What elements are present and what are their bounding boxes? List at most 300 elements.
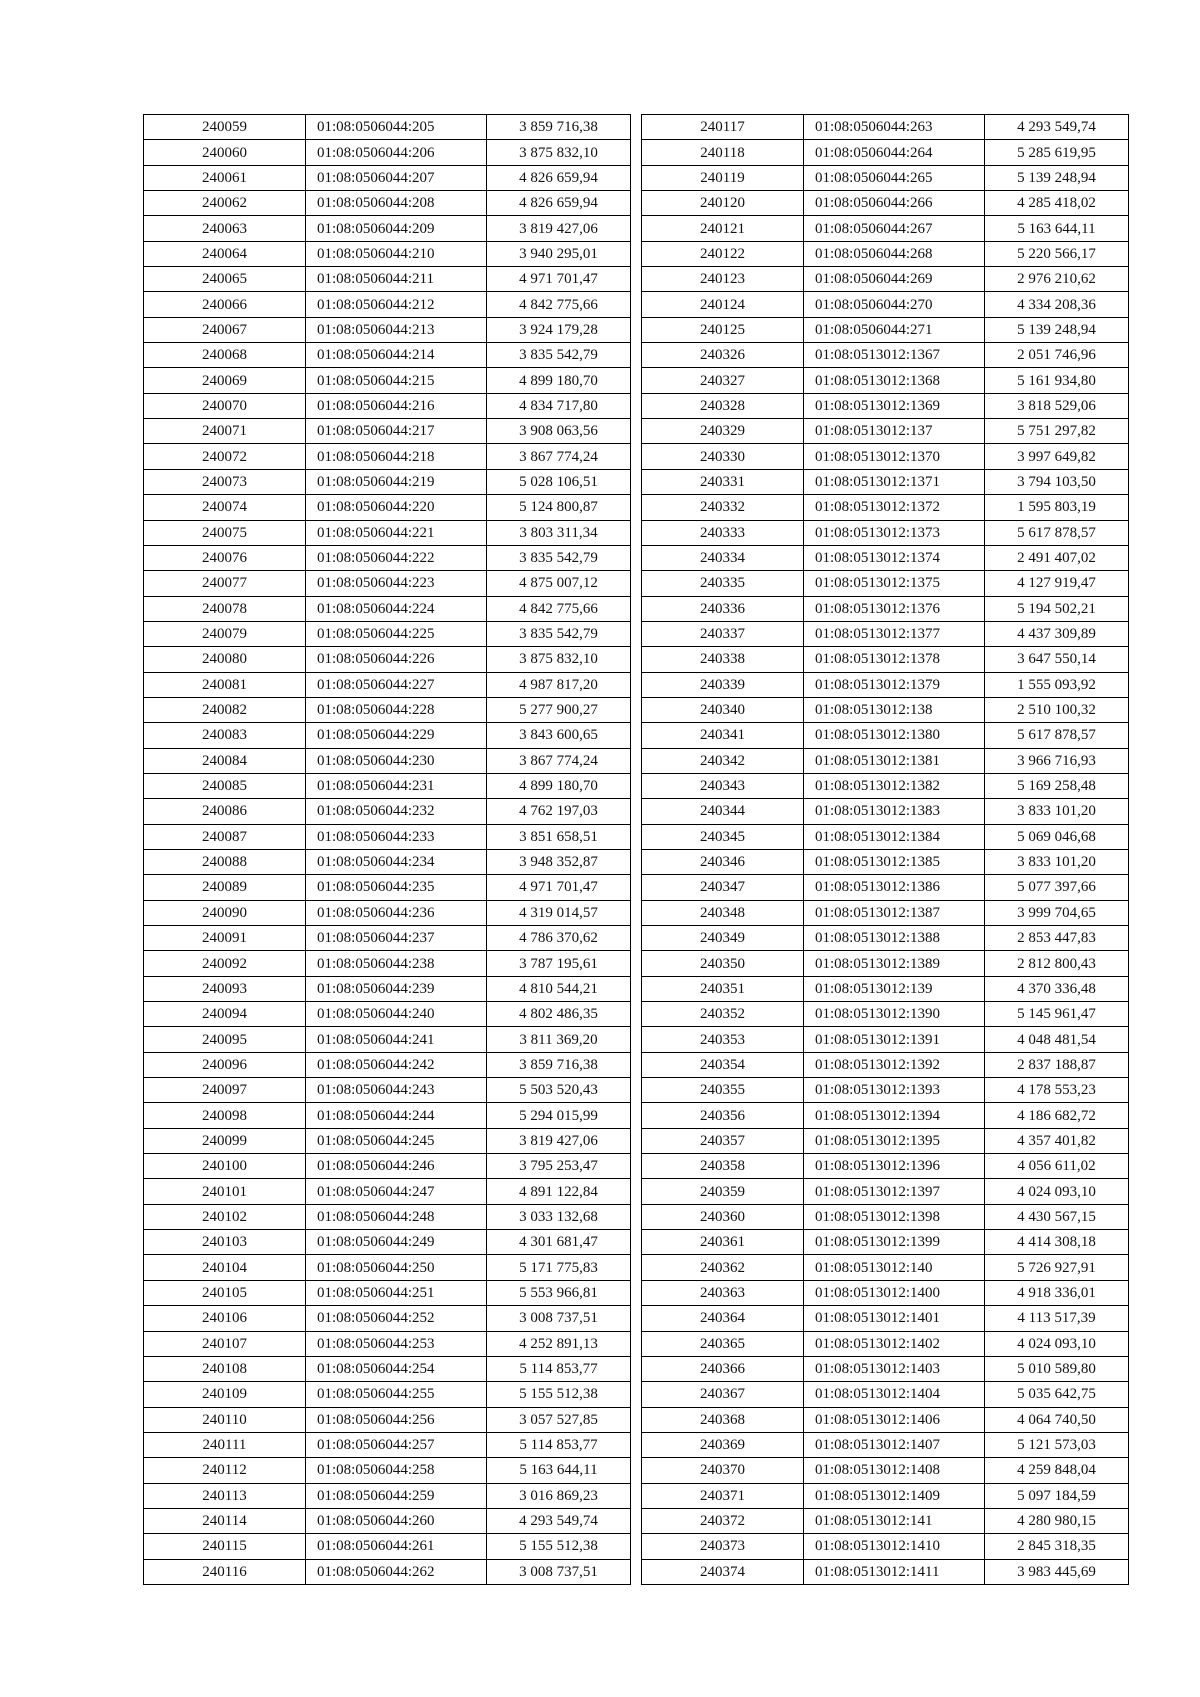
amount-cell: 2 812 800,43 [985, 951, 1129, 976]
table-row [144, 241, 631, 266]
row-number-cell: 240335 [642, 571, 804, 596]
cadastral-number-cell: 01:08:0506044:261 [306, 1534, 487, 1559]
amount-cell: 5 163 644,11 [985, 216, 1129, 241]
amount-cell: 3 924 179,28 [487, 317, 631, 342]
table-row [642, 1458, 1129, 1483]
table-row [144, 1458, 631, 1483]
row-number-cell: 240110 [144, 1407, 306, 1432]
row-number-cell: 240339 [642, 672, 804, 697]
table-row [144, 1508, 631, 1533]
table-row [642, 1230, 1129, 1255]
cadastral-number-cell: 01:08:0506044:206 [306, 140, 487, 165]
cadastral-number-cell: 01:08:0506044:215 [306, 368, 487, 393]
amount-cell: 4 186 682,72 [985, 1103, 1129, 1128]
table-row [642, 191, 1129, 216]
cadastral-number-cell: 01:08:0506044:214 [306, 343, 487, 368]
amount-cell: 5 069 046,68 [985, 824, 1129, 849]
amount-cell: 3 997 649,82 [985, 444, 1129, 469]
table-row [144, 647, 631, 672]
table-row [642, 216, 1129, 241]
row-number-cell: 240086 [144, 799, 306, 824]
row-number-cell: 240353 [642, 1027, 804, 1052]
amount-cell: 5 145 961,47 [985, 1002, 1129, 1027]
cadastral-number-cell: 01:08:0513012:1388 [804, 926, 985, 951]
row-number-cell: 240326 [642, 343, 804, 368]
cadastral-number-cell: 01:08:0506044:251 [306, 1280, 487, 1305]
table-row [642, 1255, 1129, 1280]
amount-cell: 4 293 549,74 [487, 1508, 631, 1533]
cadastral-number-cell: 01:08:0506044:250 [306, 1255, 487, 1280]
table-row [144, 191, 631, 216]
table-row [642, 368, 1129, 393]
row-number-cell: 240345 [642, 824, 804, 849]
amount-cell: 5 220 566,17 [985, 241, 1129, 266]
amount-cell: 5 751 297,82 [985, 419, 1129, 444]
cadastral-number-cell: 01:08:0506044:265 [804, 165, 985, 190]
table-row [642, 165, 1129, 190]
table-row [642, 773, 1129, 798]
cadastral-number-cell: 01:08:0513012:1391 [804, 1027, 985, 1052]
row-number-cell: 240114 [144, 1508, 306, 1533]
table-row [144, 824, 631, 849]
cadastral-number-cell: 01:08:0513012:1396 [804, 1154, 985, 1179]
cadastral-number-cell: 01:08:0506044:210 [306, 241, 487, 266]
table-row [144, 849, 631, 874]
amount-cell: 3 835 542,79 [487, 621, 631, 646]
row-number-cell: 240098 [144, 1103, 306, 1128]
amount-cell: 4 259 848,04 [985, 1458, 1129, 1483]
row-number-cell: 240108 [144, 1356, 306, 1381]
cadastral-number-cell: 01:08:0513012:1382 [804, 773, 985, 798]
amount-cell: 5 285 619,95 [985, 140, 1129, 165]
table-row [642, 875, 1129, 900]
amount-cell: 4 987 817,20 [487, 672, 631, 697]
table-row [642, 469, 1129, 494]
amount-cell: 4 127 919,47 [985, 571, 1129, 596]
row-number-cell: 240091 [144, 926, 306, 951]
cadastral-number-cell: 01:08:0513012:1402 [804, 1331, 985, 1356]
table-row [144, 1534, 631, 1559]
cadastral-number-cell: 01:08:0506044:246 [306, 1154, 487, 1179]
table-row [642, 900, 1129, 925]
cadastral-number-cell: 01:08:0506044:223 [306, 571, 487, 596]
table-row [144, 1559, 631, 1584]
table-row [642, 1280, 1129, 1305]
amount-cell: 3 948 352,87 [487, 849, 631, 874]
amount-cell: 3 033 132,68 [487, 1204, 631, 1229]
cadastral-number-cell: 01:08:0513012:1375 [804, 571, 985, 596]
amount-cell: 4 024 093,10 [985, 1331, 1129, 1356]
row-number-cell: 240332 [642, 495, 804, 520]
table-row [642, 571, 1129, 596]
row-number-cell: 240100 [144, 1154, 306, 1179]
amount-cell: 5 294 015,99 [487, 1103, 631, 1128]
table-row [144, 495, 631, 520]
row-number-cell: 240070 [144, 393, 306, 418]
cadastral-number-cell: 01:08:0506044:260 [306, 1508, 487, 1533]
row-number-cell: 240073 [144, 469, 306, 494]
table-row [144, 1331, 631, 1356]
table-row [642, 1483, 1129, 1508]
amount-cell: 5 617 878,57 [985, 723, 1129, 748]
table-row [642, 976, 1129, 1001]
amount-cell: 3 940 295,01 [487, 241, 631, 266]
cadastral-number-cell: 01:08:0513012:1368 [804, 368, 985, 393]
cadastral-number-cell: 01:08:0506044:263 [804, 115, 985, 140]
amount-cell: 5 503 520,43 [487, 1078, 631, 1103]
amount-cell: 3 908 063,56 [487, 419, 631, 444]
cadastral-number-cell: 01:08:0513012:1401 [804, 1306, 985, 1331]
amount-cell: 4 826 659,94 [487, 165, 631, 190]
cadastral-number-cell: 01:08:0506044:236 [306, 900, 487, 925]
amount-cell: 3 999 704,65 [985, 900, 1129, 925]
row-number-cell: 240069 [144, 368, 306, 393]
amount-cell: 5 194 502,21 [985, 596, 1129, 621]
row-number-cell: 240122 [642, 241, 804, 266]
amount-cell: 3 859 716,38 [487, 1052, 631, 1077]
row-number-cell: 240341 [642, 723, 804, 748]
row-number-cell: 240113 [144, 1483, 306, 1508]
row-number-cell: 240117 [642, 115, 804, 140]
cadastral-number-cell: 01:08:0506044:270 [804, 292, 985, 317]
row-number-cell: 240071 [144, 419, 306, 444]
cadastral-number-cell: 01:08:0506044:259 [306, 1483, 487, 1508]
table-row [642, 723, 1129, 748]
amount-cell: 4 056 611,02 [985, 1154, 1129, 1179]
table-row [642, 1078, 1129, 1103]
cadastral-number-cell: 01:08:0506044:216 [306, 393, 487, 418]
cadastral-number-cell: 01:08:0513012:1378 [804, 647, 985, 672]
amount-cell: 4 280 980,15 [985, 1508, 1129, 1533]
table-row [642, 1407, 1129, 1432]
row-number-cell: 240327 [642, 368, 804, 393]
amount-cell: 4 285 418,02 [985, 191, 1129, 216]
cadastral-number-cell: 01:08:0506044:227 [306, 672, 487, 697]
row-number-cell: 240096 [144, 1052, 306, 1077]
cadastral-number-cell: 01:08:0513012:1393 [804, 1078, 985, 1103]
row-number-cell: 240083 [144, 723, 306, 748]
cadastral-number-cell: 01:08:0506044:229 [306, 723, 487, 748]
table-row [144, 469, 631, 494]
row-number-cell: 240077 [144, 571, 306, 596]
cadastral-number-cell: 01:08:0513012:1406 [804, 1407, 985, 1432]
row-number-cell: 240334 [642, 545, 804, 570]
table-row [642, 545, 1129, 570]
amount-cell: 2 853 447,83 [985, 926, 1129, 951]
cadastral-number-cell: 01:08:0506044:224 [306, 596, 487, 621]
table-row [144, 875, 631, 900]
amount-cell: 4 971 701,47 [487, 875, 631, 900]
table-row [144, 140, 631, 165]
row-number-cell: 240343 [642, 773, 804, 798]
amount-cell: 3 859 716,38 [487, 115, 631, 140]
row-number-cell: 240362 [642, 1255, 804, 1280]
table-row [642, 343, 1129, 368]
cadastral-number-cell: 01:08:0506044:231 [306, 773, 487, 798]
row-number-cell: 240105 [144, 1280, 306, 1305]
amount-cell: 4 437 309,89 [985, 621, 1129, 646]
amount-cell: 3 008 737,51 [487, 1306, 631, 1331]
table-row [144, 951, 631, 976]
amount-cell: 4 334 208,36 [985, 292, 1129, 317]
table-row [144, 1407, 631, 1432]
row-number-cell: 240342 [642, 748, 804, 773]
cadastral-number-cell: 01:08:0506044:239 [306, 976, 487, 1001]
amount-cell: 4 301 681,47 [487, 1230, 631, 1255]
cadastral-number-cell: 01:08:0506044:238 [306, 951, 487, 976]
table-row [642, 140, 1129, 165]
amount-cell: 3 875 832,10 [487, 647, 631, 672]
row-number-cell: 240075 [144, 520, 306, 545]
table-row [642, 748, 1129, 773]
table-row [642, 1128, 1129, 1153]
row-number-cell: 240084 [144, 748, 306, 773]
cadastral-number-cell: 01:08:0506044:258 [306, 1458, 487, 1483]
row-number-cell: 240333 [642, 520, 804, 545]
row-number-cell: 240088 [144, 849, 306, 874]
cadastral-number-cell: 01:08:0506044:243 [306, 1078, 487, 1103]
row-number-cell: 240366 [642, 1356, 804, 1381]
amount-cell: 5 035 642,75 [985, 1382, 1129, 1407]
row-number-cell: 240099 [144, 1128, 306, 1153]
amount-cell: 2 510 100,32 [985, 697, 1129, 722]
table-row [144, 520, 631, 545]
amount-cell: 3 867 774,24 [487, 748, 631, 773]
table-row [642, 1356, 1129, 1381]
cadastral-number-cell: 01:08:0513012:1383 [804, 799, 985, 824]
table-row [642, 1306, 1129, 1331]
table-row [144, 672, 631, 697]
row-number-cell: 240337 [642, 621, 804, 646]
amount-cell: 3 835 542,79 [487, 545, 631, 570]
table-row [642, 241, 1129, 266]
table-row [642, 520, 1129, 545]
cadastral-number-cell: 01:08:0513012:1369 [804, 393, 985, 418]
cadastral-number-cell: 01:08:0506044:256 [306, 1407, 487, 1432]
table-row [144, 1280, 631, 1305]
table-row [144, 571, 631, 596]
amount-cell: 4 842 775,66 [487, 596, 631, 621]
row-number-cell: 240076 [144, 545, 306, 570]
amount-cell: 3 983 445,69 [985, 1559, 1129, 1584]
row-number-cell: 240081 [144, 672, 306, 697]
table-row [642, 393, 1129, 418]
table-row [144, 621, 631, 646]
cadastral-number-cell: 01:08:0513012:1384 [804, 824, 985, 849]
cadastral-number-cell: 01:08:0506044:262 [306, 1559, 487, 1584]
cadastral-number-cell: 01:08:0506044:271 [804, 317, 985, 342]
cadastral-number-cell: 01:08:0506044:226 [306, 647, 487, 672]
cadastral-number-cell: 01:08:0513012:1411 [804, 1559, 985, 1584]
amount-cell: 3 647 550,14 [985, 647, 1129, 672]
row-number-cell: 240359 [642, 1179, 804, 1204]
row-number-cell: 240358 [642, 1154, 804, 1179]
cadastral-number-cell: 01:08:0506044:264 [804, 140, 985, 165]
row-number-cell: 240355 [642, 1078, 804, 1103]
cadastral-number-cell: 01:08:0506044:252 [306, 1306, 487, 1331]
row-number-cell: 240361 [642, 1230, 804, 1255]
amount-cell: 4 762 197,03 [487, 799, 631, 824]
row-number-cell: 240369 [642, 1432, 804, 1457]
amount-cell: 5 139 248,94 [985, 317, 1129, 342]
table-row [642, 799, 1129, 824]
table-row [642, 697, 1129, 722]
row-number-cell: 240125 [642, 317, 804, 342]
row-number-cell: 240059 [144, 115, 306, 140]
amount-cell: 4 293 549,74 [985, 115, 1129, 140]
cadastral-number-cell: 01:08:0506044:255 [306, 1382, 487, 1407]
table-row [144, 1002, 631, 1027]
cadastral-number-cell: 01:08:0506044:218 [306, 444, 487, 469]
cadastral-number-cell: 01:08:0513012:1392 [804, 1052, 985, 1077]
table-row [144, 368, 631, 393]
table-row [144, 1382, 631, 1407]
amount-cell: 3 833 101,20 [985, 849, 1129, 874]
table-row [144, 317, 631, 342]
amount-cell: 5 114 853,77 [487, 1356, 631, 1381]
table-row [642, 1027, 1129, 1052]
amount-cell: 4 899 180,70 [487, 773, 631, 798]
table-row [642, 849, 1129, 874]
table-row [642, 1179, 1129, 1204]
amount-cell: 5 028 106,51 [487, 469, 631, 494]
table-row [144, 115, 631, 140]
row-number-cell: 240106 [144, 1306, 306, 1331]
cadastral-number-cell: 01:08:0506044:268 [804, 241, 985, 266]
row-number-cell: 240090 [144, 900, 306, 925]
row-number-cell: 240352 [642, 1002, 804, 1027]
amount-cell: 5 726 927,91 [985, 1255, 1129, 1280]
row-number-cell: 240363 [642, 1280, 804, 1305]
table-row [642, 1331, 1129, 1356]
amount-cell: 5 155 512,38 [487, 1382, 631, 1407]
cadastral-number-cell: 01:08:0513012:1370 [804, 444, 985, 469]
cadastral-number-cell: 01:08:0513012:141 [804, 1508, 985, 1533]
row-number-cell: 240116 [144, 1559, 306, 1584]
row-number-cell: 240111 [144, 1432, 306, 1457]
row-number-cell: 240102 [144, 1204, 306, 1229]
amount-cell: 3 851 658,51 [487, 824, 631, 849]
table-row [642, 824, 1129, 849]
cadastral-number-cell: 01:08:0506044:249 [306, 1230, 487, 1255]
table-row [144, 697, 631, 722]
amount-cell: 2 491 407,02 [985, 545, 1129, 570]
cadastral-number-cell: 01:08:0513012:140 [804, 1255, 985, 1280]
amount-cell: 2 051 746,96 [985, 343, 1129, 368]
row-number-cell: 240085 [144, 773, 306, 798]
row-number-cell: 240365 [642, 1331, 804, 1356]
cadastral-number-cell: 01:08:0506044:220 [306, 495, 487, 520]
table-row [144, 1052, 631, 1077]
row-number-cell: 240371 [642, 1483, 804, 1508]
cadastral-number-cell: 01:08:0506044:217 [306, 419, 487, 444]
row-number-cell: 240331 [642, 469, 804, 494]
row-number-cell: 240354 [642, 1052, 804, 1077]
cadastral-number-cell: 01:08:0513012:139 [804, 976, 985, 1001]
amount-cell: 3 875 832,10 [487, 140, 631, 165]
amount-cell: 3 057 527,85 [487, 1407, 631, 1432]
row-number-cell: 240082 [144, 697, 306, 722]
table-row [642, 1382, 1129, 1407]
cadastral-number-cell: 01:08:0506044:228 [306, 697, 487, 722]
row-number-cell: 240329 [642, 419, 804, 444]
table-row [144, 1078, 631, 1103]
cadastral-number-cell: 01:08:0513012:1408 [804, 1458, 985, 1483]
row-number-cell: 240093 [144, 976, 306, 1001]
right-table-body [642, 115, 1129, 1585]
amount-cell: 4 842 775,66 [487, 292, 631, 317]
row-number-cell: 240107 [144, 1331, 306, 1356]
table-row [144, 926, 631, 951]
row-number-cell: 240067 [144, 317, 306, 342]
cadastral-number-cell: 01:08:0513012:1380 [804, 723, 985, 748]
amount-cell: 4 430 567,15 [985, 1204, 1129, 1229]
amount-cell: 3 966 716,93 [985, 748, 1129, 773]
row-number-cell: 240356 [642, 1103, 804, 1128]
amount-cell: 5 010 589,80 [985, 1356, 1129, 1381]
row-number-cell: 240350 [642, 951, 804, 976]
cadastral-number-cell: 01:08:0506044:237 [306, 926, 487, 951]
cadastral-number-cell: 01:08:0513012:1404 [804, 1382, 985, 1407]
row-number-cell: 240095 [144, 1027, 306, 1052]
cadastral-number-cell: 01:08:0506044:234 [306, 849, 487, 874]
table-row [144, 1154, 631, 1179]
table-row [144, 799, 631, 824]
amount-cell: 4 891 122,84 [487, 1179, 631, 1204]
row-number-cell: 240368 [642, 1407, 804, 1432]
row-number-cell: 240074 [144, 495, 306, 520]
cadastral-number-cell: 01:08:0506044:207 [306, 165, 487, 190]
row-number-cell: 240064 [144, 241, 306, 266]
cadastral-number-cell: 01:08:0506044:230 [306, 748, 487, 773]
row-number-cell: 240346 [642, 849, 804, 874]
row-number-cell: 240097 [144, 1078, 306, 1103]
cadastral-number-cell: 01:08:0513012:1390 [804, 1002, 985, 1027]
table-row [144, 748, 631, 773]
row-number-cell: 240112 [144, 1458, 306, 1483]
cadastral-number-cell: 01:08:0513012:1389 [804, 951, 985, 976]
cadastral-number-cell: 01:08:0506044:254 [306, 1356, 487, 1381]
cadastral-number-cell: 01:08:0513012:137 [804, 419, 985, 444]
cadastral-number-cell: 01:08:0506044:248 [306, 1204, 487, 1229]
table-row [144, 976, 631, 1001]
amount-cell: 4 834 717,80 [487, 393, 631, 418]
cadastral-number-cell: 01:08:0506044:244 [306, 1103, 487, 1128]
amount-cell: 2 837 188,87 [985, 1052, 1129, 1077]
row-number-cell: 240360 [642, 1204, 804, 1229]
amount-cell: 3 867 774,24 [487, 444, 631, 469]
amount-cell: 3 787 195,61 [487, 951, 631, 976]
amount-cell: 3 803 311,34 [487, 520, 631, 545]
cadastral-number-cell: 01:08:0513012:1407 [804, 1432, 985, 1457]
row-number-cell: 240068 [144, 343, 306, 368]
table-row [642, 1154, 1129, 1179]
cadastral-number-cell: 01:08:0513012:1400 [804, 1280, 985, 1305]
table-row [642, 951, 1129, 976]
row-number-cell: 240373 [642, 1534, 804, 1559]
table-row [144, 1306, 631, 1331]
cadastral-number-cell: 01:08:0513012:1394 [804, 1103, 985, 1128]
table-row [144, 292, 631, 317]
cadastral-number-cell: 01:08:0513012:1399 [804, 1230, 985, 1255]
row-number-cell: 240118 [642, 140, 804, 165]
table-row [144, 267, 631, 292]
row-number-cell: 240087 [144, 824, 306, 849]
amount-cell: 3 819 427,06 [487, 1128, 631, 1153]
amount-cell: 3 016 869,23 [487, 1483, 631, 1508]
row-number-cell: 240124 [642, 292, 804, 317]
table-row [642, 115, 1129, 140]
